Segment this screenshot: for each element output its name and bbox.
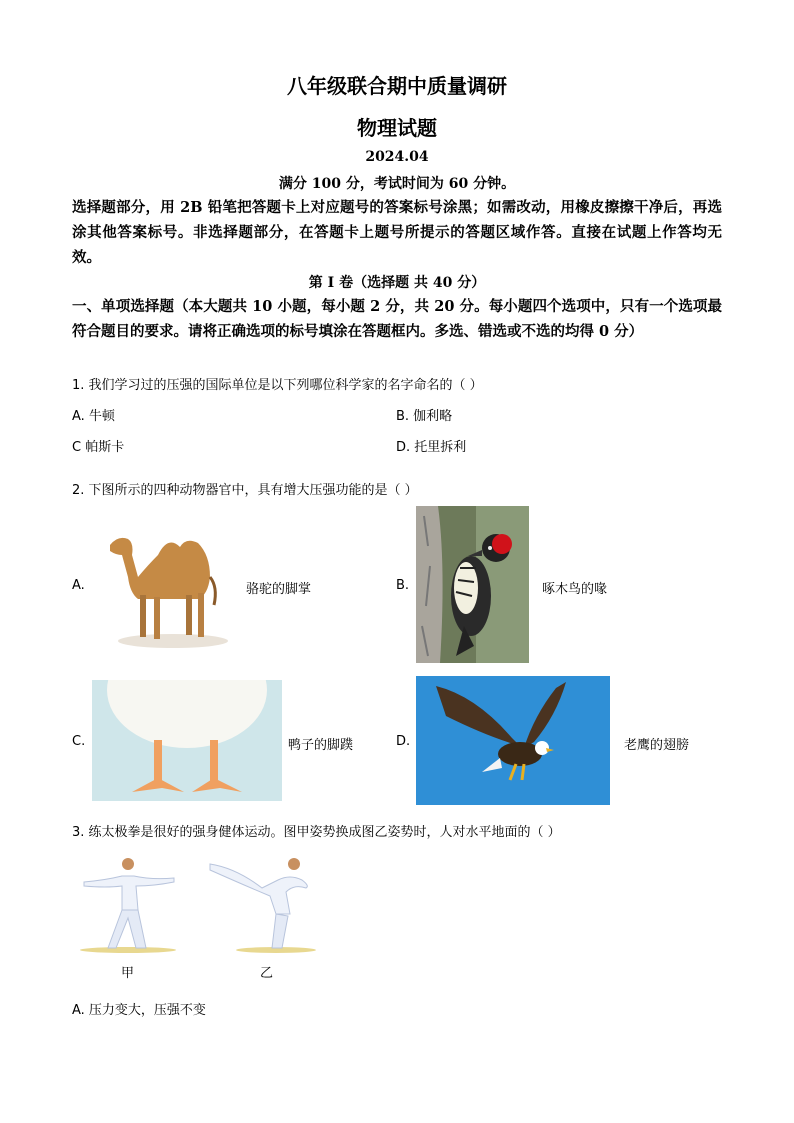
q1-option-d: D. 托里拆利 — [396, 440, 467, 455]
subject-title: 物理试题 — [357, 116, 437, 140]
woodpecker-image — [416, 506, 529, 663]
taichi-figure-yi — [206, 852, 318, 956]
q2-option-d-caption: 老鹰的翅膀 — [624, 738, 690, 753]
duck-feet-image — [92, 680, 282, 801]
exam-date: 2024.04 — [365, 149, 429, 165]
q1-option-a: A. 牛顿 — [72, 409, 115, 424]
figure-label-yi: 乙 — [260, 966, 274, 981]
exam-title: 八年级联合期中质量调研 — [287, 74, 507, 98]
score-time: 满分 100 分，考试时间为 60 分钟。 — [278, 176, 516, 192]
q2-option-a-letter: A. — [72, 578, 85, 593]
q2-option-d-letter: D. — [396, 734, 411, 749]
part-description: 一、单项选择题（本大题共 10 小题，每小题 2 分，共 20 分。每小题四个选项中，只有一个选项最符合题目的要求。请将正确选项的标号填涂在答题框内。多选、错选或不选的均得 0 分） — [72, 298, 722, 340]
camel-image — [98, 515, 228, 650]
instructions: 选择题部分，用 2B 铅笔把答题卡上对应题号的答案标号涂黑；如需改动，用橡皮擦擦干净后，再选涂其他答案标号。非选择题部分，在答题卡上题号所提示的答题区域作答。直接在试题上作答均无效。 — [72, 199, 722, 266]
figure-label-jia: 甲 — [121, 966, 135, 981]
q2-option-c-letter: C. — [72, 734, 86, 749]
q2-option-b-caption: 啄木鸟的喙 — [542, 582, 608, 597]
eagle-image — [416, 676, 610, 805]
question-3-stem: 3. 练太极拳是很好的强身健体运动。图甲姿势换成图乙姿势时，人对水平地面的（ ） — [72, 825, 561, 840]
question-2-stem: 2. 下图所示的四种动物器官中，具有增大压强功能的是（ ） — [72, 483, 418, 498]
taichi-figure-jia — [76, 852, 180, 956]
q1-option-c: C 帕斯卡 — [72, 440, 125, 455]
section-heading: 第 I 卷（选择题 共 40 分） — [308, 275, 486, 291]
q3-option-a: A. 压力变大，压强不变 — [72, 1003, 206, 1018]
question-1-stem: 1. 我们学习过的压强的国际单位是以下列哪位科学家的名字命名的（ ） — [72, 378, 483, 393]
q2-option-a-caption: 骆驼的脚掌 — [246, 582, 312, 597]
q1-option-b: B. 伽利略 — [396, 409, 453, 424]
q2-option-c-caption: 鸭子的脚蹼 — [288, 738, 354, 753]
q2-option-b-letter: B. — [396, 578, 410, 593]
